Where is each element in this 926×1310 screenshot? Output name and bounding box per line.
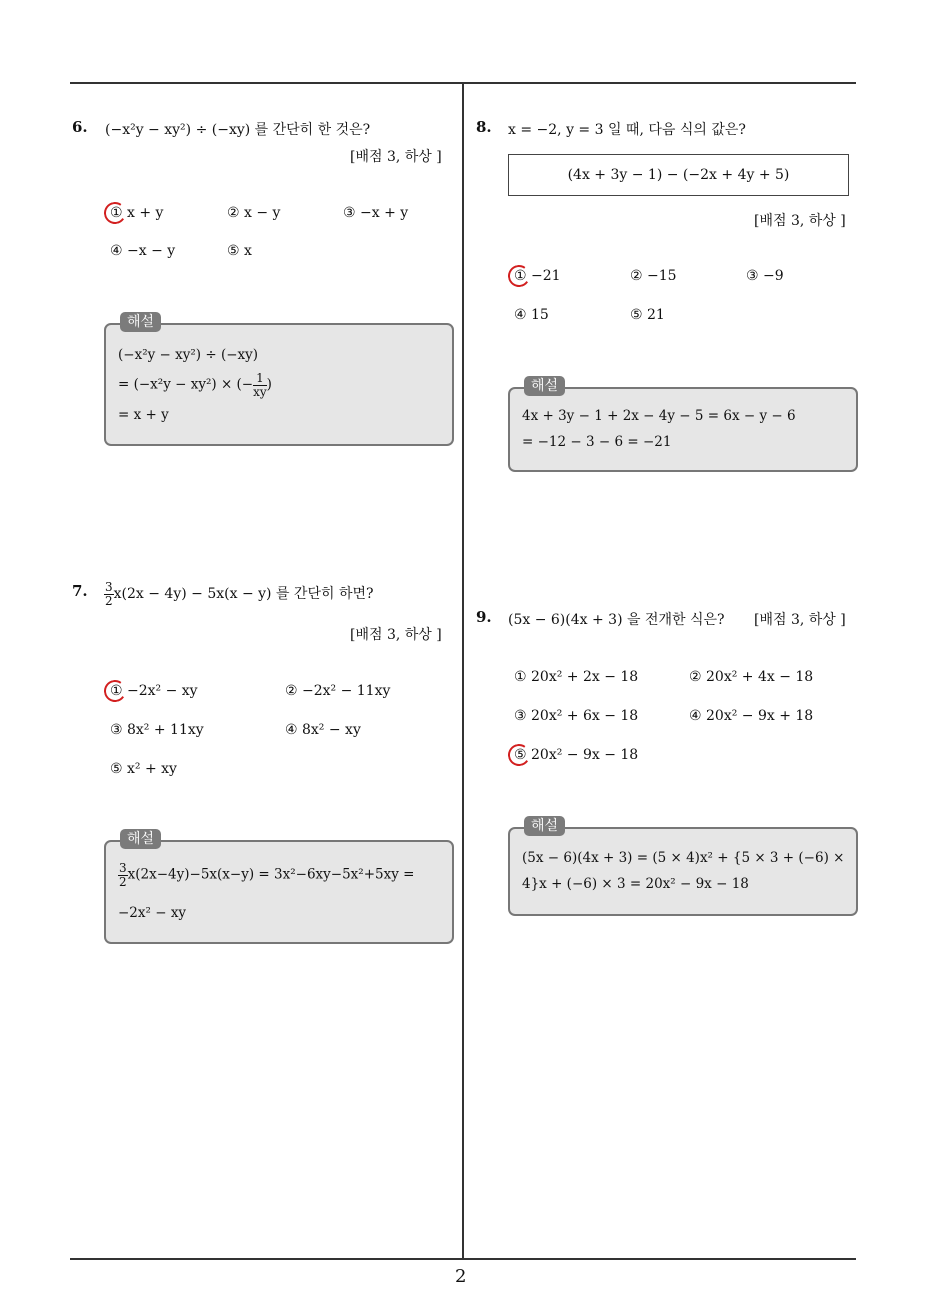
solution-line: 4}x + (−6) × 3 = 20x² − 9x − 18 [522, 876, 749, 892]
choice-2[interactable]: ② −15 [630, 268, 677, 284]
fraction-numerator: 1 [253, 372, 267, 386]
solution-tag: 해설 [524, 816, 565, 836]
solution-box [508, 827, 858, 916]
solution-line: (5x − 6)(4x + 3) = (5 × 4)x² + {5 × 3 + (−6) × [522, 850, 845, 866]
choice-4[interactable]: ④ 8x² − xy [285, 722, 361, 738]
choice-4[interactable]: ④ −x − y [110, 243, 176, 259]
solution-line: = x + y [118, 407, 169, 423]
choice-3[interactable]: ③ 20x² + 6x − 18 [514, 708, 639, 724]
column-divider [462, 84, 464, 1259]
solution-text: = (−x²y − xy²) × (− [118, 376, 254, 393]
expression-box: (4x + 3y − 1) − (−2x + 4y + 5) [508, 154, 849, 196]
bottom-rule [70, 1258, 856, 1260]
question-text: x = −2, y = 3 일 때, 다음 식의 값은? [508, 122, 746, 138]
choice-5[interactable]: ⑤ x² + xy [110, 761, 177, 777]
solution-line: (−x²y − xy²) ÷ (−xy) [118, 347, 259, 363]
solution-text: x(2x−4y)−5x(x−y) = 3x²−6xy−5x²+5xy = [127, 866, 415, 883]
choice-5[interactable]: ⑤ 21 [630, 307, 665, 323]
choice-4[interactable]: ④ 20x² − 9x + 18 [689, 708, 814, 724]
score-label: [배점 3, 하상 ] [350, 627, 442, 643]
solution-line [118, 862, 414, 888]
score-label: [배점 3, 하상 ] [754, 213, 846, 229]
fraction [253, 372, 267, 398]
choice-4[interactable]: ④ 15 [514, 307, 549, 323]
choice-3[interactable]: ③ −9 [746, 268, 784, 284]
fraction-numerator: 3 [105, 580, 113, 594]
solution-tag: 해설 [524, 376, 565, 396]
choice-1[interactable]: ① x + y [110, 205, 164, 221]
fraction-denominator: xy [253, 384, 267, 399]
choice-1[interactable]: ① −21 [514, 268, 561, 284]
fraction [104, 581, 114, 607]
question-expression: x(2x − 4y) − 5x(x − y) 를 간단히 하면? [113, 586, 374, 603]
choice-5[interactable]: ⑤ x [227, 243, 252, 259]
solution-box [508, 387, 858, 472]
question-number: 9. [476, 608, 492, 626]
solution-line: −2x² − xy [118, 905, 187, 921]
solution-text: ) [266, 376, 272, 393]
question-text: (−x²y − xy²) ÷ (−xy) 를 간단히 한 것은? [105, 122, 371, 138]
choice-2[interactable]: ② 20x² + 4x − 18 [689, 669, 814, 685]
score-label: [배점 3, 하상 ] [754, 612, 846, 628]
solution-line: = −12 − 3 − 6 = −21 [522, 434, 672, 450]
choice-1[interactable]: ① 20x² + 2x − 18 [514, 669, 639, 685]
question-text: (5x − 6)(4x + 3) 을 전개한 식은? [508, 612, 725, 628]
choice-5[interactable]: ⑤ 20x² − 9x − 18 [514, 747, 639, 763]
page-number: 2 [455, 1266, 467, 1287]
solution-box [104, 840, 454, 944]
fraction [118, 862, 128, 888]
choice-2[interactable]: ② −2x² − 11xy [285, 683, 391, 699]
fraction-denominator: 2 [105, 593, 113, 608]
choice-2[interactable]: ② x − y [227, 205, 281, 221]
fraction-numerator: 3 [119, 861, 127, 875]
choice-3[interactable]: ③ −x + y [343, 205, 409, 221]
choice-1[interactable]: ① −2x² − xy [110, 683, 198, 699]
solution-line: 4x + 3y − 1 + 2x − 4y − 5 = 6x − y − 6 [522, 408, 796, 424]
solution-line [118, 372, 272, 398]
question-number: 6. [72, 118, 88, 136]
fraction-denominator: 2 [119, 874, 127, 889]
choice-3[interactable]: ③ 8x² + 11xy [110, 722, 204, 738]
question-number: 7. [72, 582, 88, 600]
solution-tag: 해설 [120, 829, 161, 849]
question-number: 8. [476, 118, 492, 136]
score-label: [배점 3, 하상 ] [350, 149, 442, 165]
solution-tag: 해설 [120, 312, 161, 332]
question-text [104, 581, 374, 607]
